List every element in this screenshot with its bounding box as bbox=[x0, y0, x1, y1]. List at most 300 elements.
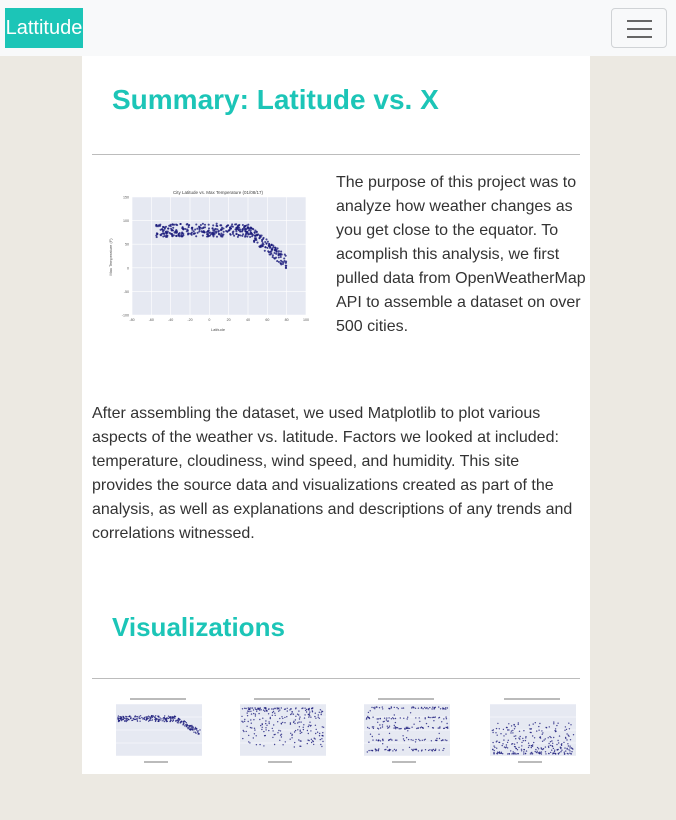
thumbnail-cloudiness[interactable] bbox=[348, 696, 458, 768]
scatter-point bbox=[194, 232, 196, 234]
scatter-point bbox=[445, 716, 446, 717]
scatter-point bbox=[389, 708, 390, 709]
scatter-point bbox=[533, 723, 534, 724]
scatter-point bbox=[445, 739, 446, 740]
scatter-point bbox=[545, 753, 546, 754]
scatter-point bbox=[175, 720, 176, 721]
scatter-point bbox=[256, 709, 257, 710]
scatter-point bbox=[179, 232, 181, 234]
scatter-point bbox=[406, 728, 407, 729]
scatter-point bbox=[298, 710, 299, 711]
scatter-point bbox=[560, 751, 561, 752]
scatter-point bbox=[374, 708, 375, 709]
scatter-point bbox=[390, 739, 391, 740]
scatter-point bbox=[251, 235, 253, 237]
x-tick-label: -20 bbox=[187, 318, 193, 322]
scatter-point bbox=[532, 735, 533, 736]
scatter-point bbox=[386, 719, 387, 720]
scatter-point bbox=[320, 744, 321, 745]
navbar bbox=[0, 0, 676, 56]
scatter-point bbox=[121, 720, 122, 721]
scatter-point bbox=[531, 752, 532, 753]
scatter-point bbox=[181, 232, 183, 234]
scatter-point bbox=[396, 740, 397, 741]
scatter-point bbox=[395, 750, 396, 751]
scatter-point bbox=[440, 708, 441, 709]
scatter-point bbox=[188, 224, 190, 226]
scatter-point bbox=[520, 736, 521, 737]
scatter-point bbox=[279, 254, 281, 256]
scatter-point bbox=[227, 224, 229, 226]
scatter-point bbox=[506, 727, 507, 728]
scatter-point bbox=[233, 235, 235, 237]
scatter-point bbox=[254, 235, 256, 237]
scatter-point bbox=[191, 227, 193, 229]
scatter-point bbox=[199, 729, 200, 730]
scatter-point bbox=[211, 227, 213, 229]
scatter-point bbox=[322, 735, 323, 736]
scatter-point bbox=[528, 747, 529, 748]
latitude-vs-temperature-plot[interactable] bbox=[108, 184, 310, 336]
scatter-point bbox=[543, 748, 544, 749]
scatter-point bbox=[253, 737, 254, 738]
scatter-point bbox=[541, 748, 542, 749]
scatter-point bbox=[570, 724, 571, 725]
scatter-point bbox=[172, 224, 174, 226]
scatter-point bbox=[557, 749, 558, 750]
scatter-point bbox=[433, 720, 434, 721]
scatter-point bbox=[261, 729, 262, 730]
scatter-point bbox=[370, 750, 371, 751]
scatter-point bbox=[510, 750, 511, 751]
scatter-point bbox=[496, 748, 497, 749]
thumbnail-image bbox=[224, 696, 334, 768]
scatter-point bbox=[377, 722, 378, 723]
scatter-point bbox=[312, 710, 313, 711]
x-tick-label: -40 bbox=[168, 318, 174, 322]
scatter-point bbox=[162, 232, 164, 234]
scatter-point bbox=[551, 740, 552, 741]
scatter-point bbox=[164, 715, 165, 716]
scatter-point bbox=[279, 718, 280, 719]
scatter-point bbox=[411, 707, 412, 708]
scatter-point bbox=[370, 734, 371, 735]
scatter-point bbox=[553, 737, 554, 738]
scatter-point bbox=[541, 753, 542, 754]
scatter-point bbox=[308, 714, 309, 715]
scatter-point bbox=[268, 721, 269, 722]
scatter-point bbox=[382, 740, 383, 741]
plot-title: City Latitude vs. Max Temperature (01/08/17) bbox=[173, 190, 263, 195]
scatter-point bbox=[541, 730, 542, 731]
scatter-point bbox=[382, 726, 383, 727]
scatter-point bbox=[379, 707, 380, 708]
scatter-point bbox=[263, 745, 264, 746]
scatter-point bbox=[367, 727, 368, 728]
scatter-point bbox=[119, 716, 120, 717]
scatter-point bbox=[318, 714, 319, 715]
scatter-point bbox=[563, 742, 564, 743]
scatter-point bbox=[273, 711, 274, 712]
scatter-point bbox=[295, 707, 296, 708]
scatter-point bbox=[247, 710, 248, 711]
scatter-point bbox=[161, 718, 162, 719]
scatter-point bbox=[549, 736, 550, 737]
scatter-point bbox=[307, 739, 308, 740]
scatter-point bbox=[494, 747, 495, 748]
scatter-point bbox=[322, 732, 323, 733]
thumbnail-max-temperature[interactable] bbox=[100, 696, 210, 768]
scatter-point bbox=[212, 234, 214, 236]
scatter-point bbox=[522, 738, 523, 739]
x-tick-label: 40 bbox=[246, 318, 250, 322]
scatter-point bbox=[425, 749, 426, 750]
scatter-point bbox=[564, 753, 565, 754]
scatter-point bbox=[561, 743, 562, 744]
scatter-point bbox=[446, 740, 447, 741]
scatter-point bbox=[376, 706, 377, 707]
scatter-point bbox=[247, 233, 249, 235]
scatter-point bbox=[441, 740, 442, 741]
scatter-point bbox=[394, 714, 395, 715]
scatter-point bbox=[141, 717, 142, 718]
scatter-point bbox=[207, 230, 209, 232]
scatter-point bbox=[445, 708, 446, 709]
scatter-point bbox=[120, 718, 121, 719]
scatter-point bbox=[309, 715, 310, 716]
scatter-point bbox=[537, 751, 538, 752]
scatter-point bbox=[570, 739, 571, 740]
scatter-point bbox=[203, 231, 205, 233]
scatter-point bbox=[542, 732, 543, 733]
scatter-point bbox=[542, 734, 543, 735]
scatter-point bbox=[279, 740, 280, 741]
scatter-point bbox=[137, 716, 138, 717]
scatter-point bbox=[424, 739, 425, 740]
scatter-point bbox=[391, 718, 392, 719]
scatter-point bbox=[568, 749, 569, 750]
scatter-point bbox=[513, 753, 514, 754]
scatter-point bbox=[309, 711, 310, 712]
scatter-point bbox=[193, 230, 195, 232]
scatter-point bbox=[176, 224, 178, 226]
scatter-point bbox=[156, 233, 158, 235]
scatter-point bbox=[184, 725, 185, 726]
scatter-point bbox=[248, 741, 249, 742]
scatter-point bbox=[280, 262, 282, 264]
scatter-point bbox=[550, 745, 551, 746]
scatter-point bbox=[382, 739, 383, 740]
scatter-point bbox=[265, 727, 266, 728]
scatter-point bbox=[409, 747, 410, 748]
scatter-point bbox=[530, 732, 531, 733]
scatter-point bbox=[539, 723, 540, 724]
thumbnail-humidity[interactable] bbox=[224, 696, 334, 768]
scatter-point bbox=[127, 720, 128, 721]
scatter-point bbox=[372, 717, 373, 718]
scatter-point bbox=[512, 732, 513, 733]
scatter-point bbox=[187, 233, 189, 235]
menu-toggle-button[interactable] bbox=[611, 8, 667, 48]
scatter-point bbox=[128, 719, 129, 720]
scatter-point bbox=[248, 735, 249, 736]
scatter-point bbox=[254, 238, 256, 240]
scatter-point bbox=[171, 233, 173, 235]
scatter-point bbox=[315, 733, 316, 734]
scatter-point bbox=[279, 709, 280, 710]
scatter-point bbox=[256, 711, 257, 712]
scatter-point bbox=[509, 753, 510, 754]
scatter-point bbox=[261, 239, 263, 241]
scatter-point bbox=[192, 728, 193, 729]
scatter-point bbox=[394, 725, 395, 726]
scatter-point bbox=[499, 752, 500, 753]
scatter-point bbox=[378, 734, 379, 735]
scatter-point bbox=[550, 737, 551, 738]
scatter-point bbox=[229, 233, 231, 235]
scatter-point bbox=[545, 746, 546, 747]
scatter-point bbox=[439, 738, 440, 739]
scatter-point bbox=[173, 234, 175, 236]
scatter-point bbox=[496, 728, 497, 729]
scatter-point bbox=[502, 753, 503, 754]
scatter-point bbox=[179, 235, 181, 237]
scatter-point bbox=[155, 715, 156, 716]
scatter-point bbox=[281, 723, 282, 724]
scatter-point bbox=[389, 733, 390, 734]
scatter-point bbox=[372, 739, 373, 740]
scatter-point bbox=[220, 233, 222, 235]
scatter-point bbox=[496, 753, 497, 754]
divider bbox=[92, 154, 580, 155]
scatter-point bbox=[403, 718, 404, 719]
scatter-point bbox=[515, 753, 516, 754]
scatter-point bbox=[300, 721, 301, 722]
scatter-point bbox=[517, 749, 518, 750]
scatter-point bbox=[429, 707, 430, 708]
scatter-point bbox=[278, 256, 280, 258]
scatter-point bbox=[164, 721, 165, 722]
scatter-point bbox=[297, 729, 298, 730]
scatter-point bbox=[241, 716, 242, 717]
scatter-point bbox=[178, 722, 179, 723]
scatter-point bbox=[118, 715, 119, 716]
scatter-point bbox=[319, 735, 320, 736]
scatter-point bbox=[250, 711, 251, 712]
scatter-point bbox=[212, 224, 214, 226]
scatter-point bbox=[421, 726, 422, 727]
scatter-point bbox=[528, 743, 529, 744]
scatter-point bbox=[155, 719, 156, 720]
scatter-point bbox=[508, 723, 509, 724]
y-tick-label: 0 bbox=[127, 266, 129, 271]
scatter-point bbox=[418, 739, 419, 740]
scatter-point bbox=[181, 235, 183, 237]
scatter-point bbox=[278, 250, 280, 252]
scatter-point bbox=[548, 743, 549, 744]
scatter-point bbox=[560, 748, 561, 749]
scatter-point bbox=[299, 726, 300, 727]
scatter-point bbox=[434, 750, 435, 751]
scatter-point bbox=[286, 716, 287, 717]
scatter-point bbox=[183, 722, 184, 723]
scatter-point bbox=[170, 719, 171, 720]
scatter-point bbox=[372, 726, 373, 727]
scatter-point bbox=[186, 724, 187, 725]
scatter-point bbox=[256, 242, 258, 244]
scatter-point bbox=[439, 749, 440, 750]
scatter-point bbox=[502, 743, 503, 744]
scatter-point bbox=[322, 726, 323, 727]
scatter-point bbox=[553, 748, 554, 749]
scatter-point bbox=[523, 751, 524, 752]
scatter-point bbox=[248, 707, 249, 708]
scatter-point bbox=[384, 749, 385, 750]
scatter-point bbox=[273, 724, 274, 725]
scatter-point bbox=[530, 728, 531, 729]
scatter-point bbox=[511, 725, 512, 726]
scatter-point bbox=[290, 722, 291, 723]
scatter-point bbox=[564, 747, 565, 748]
scatter-point bbox=[506, 744, 507, 745]
scatter-point bbox=[221, 236, 223, 238]
scatter-point bbox=[295, 730, 296, 731]
scatter-point bbox=[162, 226, 164, 228]
scatter-point bbox=[242, 721, 243, 722]
scatter-point bbox=[556, 725, 557, 726]
scatter-point bbox=[439, 717, 440, 718]
scatter-point bbox=[165, 719, 166, 720]
scatter-point bbox=[500, 733, 501, 734]
scatter-point bbox=[312, 707, 313, 708]
scatter-point bbox=[266, 710, 267, 711]
scatter-point bbox=[410, 712, 411, 713]
scatter-point bbox=[444, 708, 445, 709]
scatter-point bbox=[315, 718, 316, 719]
scatter-point bbox=[166, 721, 167, 722]
scatter-point bbox=[394, 707, 395, 708]
scatter-point bbox=[573, 734, 574, 735]
scatter-point bbox=[271, 708, 272, 709]
scatter-point bbox=[259, 708, 260, 709]
scatter-point bbox=[165, 232, 167, 234]
scatter-point bbox=[436, 740, 437, 741]
scatter-point bbox=[564, 730, 565, 731]
scatter-point bbox=[241, 235, 243, 237]
scatter-point bbox=[367, 751, 368, 752]
scatter-point bbox=[378, 718, 379, 719]
scatter-point bbox=[198, 230, 200, 232]
scatter-point bbox=[494, 750, 495, 751]
scatter-point bbox=[523, 740, 524, 741]
scatter-point bbox=[372, 750, 373, 751]
scatter-point bbox=[566, 739, 567, 740]
scatter-point bbox=[511, 730, 512, 731]
scatter-point bbox=[251, 233, 253, 235]
scatter-point bbox=[538, 748, 539, 749]
scatter-point bbox=[278, 711, 279, 712]
scatter-point bbox=[261, 709, 262, 710]
scatter-point bbox=[411, 727, 412, 728]
scatter-point bbox=[507, 753, 508, 754]
scatter-point bbox=[117, 717, 118, 718]
scatter-point bbox=[435, 707, 436, 708]
scatter-point bbox=[382, 708, 383, 709]
scatter-point bbox=[250, 727, 251, 728]
scatter-point bbox=[265, 707, 266, 708]
scatter-point bbox=[174, 718, 175, 719]
scatter-point bbox=[518, 747, 519, 748]
scatter-point bbox=[561, 745, 562, 746]
scatter-point bbox=[428, 750, 429, 751]
scatter-point bbox=[395, 718, 396, 719]
scatter-point bbox=[439, 733, 440, 734]
scatter-point bbox=[415, 739, 416, 740]
scatter-point bbox=[322, 741, 323, 742]
scatter-point bbox=[404, 728, 405, 729]
scatter-point bbox=[446, 723, 447, 724]
scatter-point bbox=[571, 753, 572, 754]
scatter-point bbox=[439, 727, 440, 728]
scatter-point bbox=[153, 716, 154, 717]
scatter-point bbox=[284, 722, 285, 723]
scatter-point bbox=[168, 716, 169, 717]
scatter-point bbox=[299, 718, 300, 719]
thumbnail-wind-speed[interactable] bbox=[474, 696, 584, 768]
scatter-point bbox=[554, 750, 555, 751]
scatter-point bbox=[242, 224, 244, 226]
scatter-point bbox=[380, 727, 381, 728]
scatter-point bbox=[300, 730, 301, 731]
scatter-point bbox=[521, 742, 522, 743]
scatter-point bbox=[404, 740, 405, 741]
x-tick-label: 80 bbox=[284, 318, 289, 322]
scatter-point bbox=[136, 718, 137, 719]
scatter-point bbox=[419, 721, 420, 722]
scatter-point bbox=[309, 709, 310, 710]
scatter-point bbox=[498, 742, 499, 743]
scatter-point bbox=[369, 718, 370, 719]
scatter-point bbox=[299, 716, 300, 717]
scatter-point bbox=[246, 726, 247, 727]
scatter-point bbox=[159, 224, 161, 226]
scatter-point bbox=[208, 235, 210, 237]
scatter-point bbox=[373, 707, 374, 708]
scatter-point bbox=[258, 245, 260, 247]
scatter-point bbox=[281, 716, 282, 717]
scatter-point bbox=[232, 231, 234, 233]
scatter-point bbox=[569, 728, 570, 729]
thumb-title-bar bbox=[378, 698, 434, 700]
scatter-point bbox=[191, 234, 193, 236]
scatter-point bbox=[247, 226, 249, 228]
scatter-point bbox=[521, 750, 522, 751]
scatter-point bbox=[424, 707, 425, 708]
scatter-point bbox=[555, 731, 556, 732]
scatter-point bbox=[433, 717, 434, 718]
y-tick-label: -100 bbox=[121, 313, 129, 318]
x-tick-label: 100 bbox=[303, 318, 309, 322]
scatter-point bbox=[372, 736, 373, 737]
scatter-point bbox=[548, 746, 549, 747]
scatter-point bbox=[431, 740, 432, 741]
scatter-point bbox=[407, 717, 408, 718]
scatter-point bbox=[531, 745, 532, 746]
scatter-point bbox=[517, 742, 518, 743]
scatter-point bbox=[398, 708, 399, 709]
scatter-point bbox=[545, 751, 546, 752]
brand-link[interactable]: Lattitude bbox=[5, 8, 83, 48]
